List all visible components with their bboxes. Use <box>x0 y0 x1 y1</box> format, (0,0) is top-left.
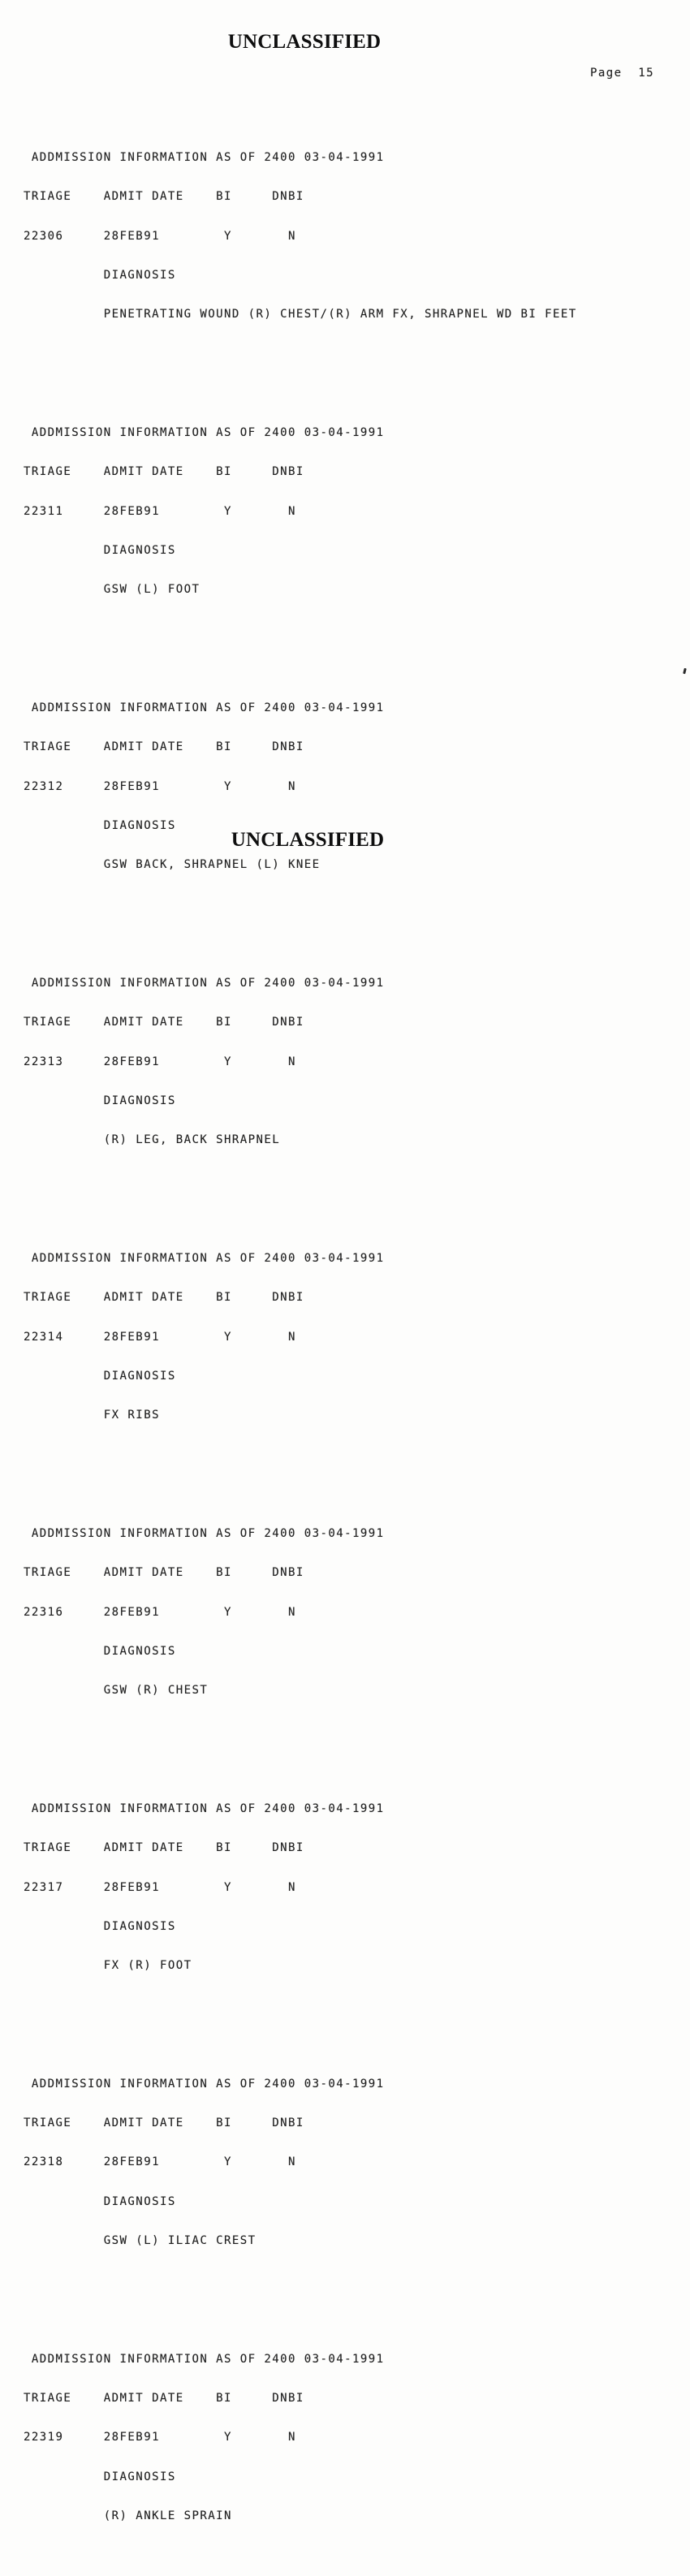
admit-date-value: 28FEB91 <box>103 1880 224 1894</box>
diagnosis-label-line <box>24 544 577 557</box>
admit-date-column-label: ADMIT DATE <box>103 1016 217 1029</box>
record-values-row <box>24 1606 577 1619</box>
record-values-row <box>24 2155 577 2168</box>
bi-value: Y <box>223 1605 289 1619</box>
diagnosis-value: GSW (R) CHEST <box>103 1684 209 1698</box>
dnbi-column-label: DNBI <box>272 1016 304 1029</box>
bi-column-label: BI <box>216 2392 273 2406</box>
bi-column-label: BI <box>216 740 273 754</box>
record-column-headers <box>24 1291 577 1304</box>
admit-date-value: 28FEB91 <box>103 1330 224 1344</box>
admission-record <box>24 2327 577 2548</box>
diagnosis-value-line <box>24 583 577 596</box>
indent <box>24 1802 32 1815</box>
dnbi-value: N <box>288 1605 296 1619</box>
diagnosis-label: DIAGNOSIS <box>103 818 176 832</box>
bi-column-label: BI <box>216 1566 273 1580</box>
diagnosis-value: FX (R) FOOT <box>103 1959 192 1973</box>
bi-value: Y <box>223 1880 289 1894</box>
diagnosis-value: (R) ANKLE SPRAIN <box>103 2509 232 2523</box>
bi-column-label: BI <box>216 1016 273 1029</box>
admit-date-column-label: ADMIT DATE <box>103 2116 217 2130</box>
record-values-row <box>24 1881 577 1894</box>
diagnosis-label-line <box>24 1645 577 1658</box>
indent <box>24 1409 104 1422</box>
diagnosis-value-line <box>24 1133 577 1146</box>
diagnosis-value-line <box>24 1959 577 1972</box>
record-column-headers <box>24 2116 577 2129</box>
admit-date-value: 28FEB91 <box>103 229 224 243</box>
indent <box>24 977 32 990</box>
dnbi-column-label: DNBI <box>272 465 304 479</box>
dnbi-value: N <box>288 1330 296 1344</box>
dnbi-column-label: DNBI <box>272 2392 304 2406</box>
admit-date-value: 28FEB91 <box>103 779 224 793</box>
admit-date-column-label: ADMIT DATE <box>103 465 217 479</box>
indent <box>24 1645 104 1658</box>
record-values-row <box>24 1055 577 1068</box>
triage-value: 22311 <box>24 504 104 518</box>
record-header-line <box>24 2353 577 2366</box>
diagnosis-label-line <box>24 2470 577 2483</box>
diagnosis-label: DIAGNOSIS <box>103 543 176 557</box>
record-header-text: ADDMISSION INFORMATION AS OF 2400 03-04-1991 <box>31 1801 385 1815</box>
diagnosis-value-line <box>24 2509 577 2522</box>
indent <box>24 701 32 714</box>
triage-value: 22316 <box>24 1605 104 1619</box>
record-header-text: ADDMISSION INFORMATION AS OF 2400 03-04-1991 <box>31 1251 385 1265</box>
admission-records-list <box>24 99 577 2576</box>
diagnosis-label: DIAGNOSIS <box>103 1919 176 1933</box>
triage-column-label: TRIAGE <box>24 2116 104 2130</box>
diagnosis-value-line <box>24 2234 577 2247</box>
bi-column-label: BI <box>216 190 273 204</box>
record-header-text: ADDMISSION INFORMATION AS OF 2400 03-04-1991 <box>31 151 385 164</box>
triage-column-label: TRIAGE <box>24 1291 104 1305</box>
diagnosis-value: GSW (L) FOOT <box>103 583 201 597</box>
bi-column-label: BI <box>216 1841 273 1855</box>
dnbi-value: N <box>288 504 296 518</box>
admission-record <box>24 951 577 1172</box>
diagnosis-label: DIAGNOSIS <box>103 1644 176 1658</box>
dnbi-column-label: DNBI <box>272 740 304 754</box>
indent <box>24 269 104 282</box>
dnbi-value: N <box>288 779 296 793</box>
bi-value: Y <box>223 2431 289 2444</box>
triage-value: 22317 <box>24 1880 104 1894</box>
indent <box>24 2353 32 2366</box>
admit-date-column-label: ADMIT DATE <box>103 1566 217 1580</box>
record-header-line <box>24 1802 577 1815</box>
indent <box>24 1133 104 1146</box>
diagnosis-label-line <box>24 1094 577 1107</box>
indent <box>24 1959 104 1972</box>
indent <box>24 858 104 871</box>
admit-date-value: 28FEB91 <box>103 2155 224 2169</box>
triage-column-label: TRIAGE <box>24 740 104 754</box>
admission-record <box>24 1776 577 1998</box>
indent <box>24 544 104 557</box>
indent <box>24 151 32 164</box>
indent <box>24 1527 32 1540</box>
dnbi-value: N <box>288 1880 296 1894</box>
indent <box>24 1252 32 1265</box>
indent <box>24 1920 104 1933</box>
dnbi-column-label: DNBI <box>272 1291 304 1305</box>
diagnosis-label-line <box>24 1920 577 1933</box>
record-header-line <box>24 151 577 164</box>
diagnosis-value-line <box>24 1684 577 1697</box>
record-column-headers <box>24 1566 577 1579</box>
bi-value: Y <box>223 2155 289 2169</box>
record-column-headers <box>24 1841 577 1854</box>
dnbi-value: N <box>288 229 296 243</box>
indent <box>24 2234 104 2247</box>
indent <box>24 2195 104 2208</box>
indent <box>24 1370 104 1383</box>
triage-value: 22319 <box>24 2431 104 2444</box>
record-header-text: ADDMISSION INFORMATION AS OF 2400 03-04-1991 <box>31 976 385 990</box>
indent <box>24 2470 104 2483</box>
record-values-row <box>24 505 577 518</box>
dnbi-value: N <box>288 1055 296 1068</box>
record-values-row <box>24 230 577 243</box>
bi-column-label: BI <box>216 465 273 479</box>
triage-value: 22312 <box>24 779 104 793</box>
record-header-line <box>24 426 577 439</box>
record-column-headers <box>24 465 577 478</box>
indent <box>24 2078 32 2091</box>
triage-value: 22318 <box>24 2155 104 2169</box>
triage-column-label: TRIAGE <box>24 2392 104 2406</box>
dnbi-column-label: DNBI <box>272 1841 304 1855</box>
bi-column-label: BI <box>216 2116 273 2130</box>
classification-banner-top: UNCLASSIFIED <box>227 31 382 53</box>
record-values-row <box>24 2431 577 2444</box>
bi-value: Y <box>223 1330 289 1344</box>
admission-record <box>24 675 577 897</box>
bi-value: Y <box>223 1055 289 1068</box>
record-column-headers <box>24 1016 577 1029</box>
triage-column-label: TRIAGE <box>24 1841 104 1855</box>
record-values-row <box>24 1331 577 1344</box>
indent <box>24 583 104 596</box>
record-column-headers <box>24 2392 577 2405</box>
admission-record <box>24 1226 577 1448</box>
dnbi-column-label: DNBI <box>272 1566 304 1580</box>
indent <box>24 426 32 439</box>
dnbi-column-label: DNBI <box>272 190 304 204</box>
admit-date-column-label: ADMIT DATE <box>103 740 217 754</box>
triage-value: 22313 <box>24 1055 104 1068</box>
dnbi-column-label: DNBI <box>272 2116 304 2130</box>
bi-value: Y <box>223 504 289 518</box>
admit-date-value: 28FEB91 <box>103 504 224 518</box>
record-column-headers <box>24 190 577 203</box>
indent <box>24 819 104 832</box>
record-header-text: ADDMISSION INFORMATION AS OF 2400 03-04-1991 <box>31 701 385 714</box>
indent <box>24 2509 104 2522</box>
scan-artifact-mark <box>683 668 686 674</box>
record-header-line <box>24 1252 577 1265</box>
bi-value: Y <box>223 779 289 793</box>
admit-date-value: 28FEB91 <box>103 2431 224 2444</box>
record-header-text: ADDMISSION INFORMATION AS OF 2400 03-04-1991 <box>31 2352 385 2366</box>
triage-column-label: TRIAGE <box>24 1566 104 1580</box>
diagnosis-label-line <box>24 269 577 282</box>
dnbi-value: N <box>288 2155 296 2169</box>
indent <box>24 1094 104 1107</box>
diagnosis-label: DIAGNOSIS <box>103 2470 176 2483</box>
bi-value: Y <box>223 229 289 243</box>
record-header-line <box>24 1527 577 1540</box>
record-header-text: ADDMISSION INFORMATION AS OF 2400 03-04-1991 <box>31 425 385 439</box>
indent <box>24 1684 104 1697</box>
diagnosis-label: DIAGNOSIS <box>103 2194 176 2208</box>
admit-date-column-label: ADMIT DATE <box>103 1291 217 1305</box>
diagnosis-value: GSW (L) ILIAC CREST <box>103 2234 257 2248</box>
diagnosis-label: DIAGNOSIS <box>103 268 176 282</box>
diagnosis-label: DIAGNOSIS <box>103 1094 176 1107</box>
diagnosis-value-line <box>24 308 577 321</box>
record-header-line <box>24 2078 577 2091</box>
indent <box>24 308 104 321</box>
record-header-text: ADDMISSION INFORMATION AS OF 2400 03-04-1991 <box>31 2077 385 2091</box>
diagnosis-value-line <box>24 1409 577 1422</box>
triage-value: 22306 <box>24 229 104 243</box>
triage-column-label: TRIAGE <box>24 1016 104 1029</box>
admission-record <box>24 400 577 622</box>
admission-record <box>24 125 577 347</box>
admit-date-value: 28FEB91 <box>103 1605 224 1619</box>
record-header-line <box>24 977 577 990</box>
diagnosis-label-line <box>24 2195 577 2208</box>
triage-column-label: TRIAGE <box>24 190 104 204</box>
admit-date-column-label: ADMIT DATE <box>103 2392 217 2406</box>
page-number: Page 15 <box>590 67 655 80</box>
bi-column-label: BI <box>216 1291 273 1305</box>
diagnosis-value: (R) LEG, BACK SHRAPNEL <box>103 1133 281 1147</box>
triage-value: 22314 <box>24 1330 104 1344</box>
admit-date-column-label: ADMIT DATE <box>103 190 217 204</box>
admit-date-column-label: ADMIT DATE <box>103 1841 217 1855</box>
diagnosis-label: DIAGNOSIS <box>103 1369 176 1383</box>
diagnosis-value: PENETRATING WOUND (R) CHEST/(R) ARM FX, SHRAPNEL WD BI FEET <box>103 308 577 321</box>
admit-date-value: 28FEB91 <box>103 1055 224 1068</box>
diagnosis-label-line <box>24 1370 577 1383</box>
diagnosis-value-line <box>24 858 577 871</box>
diagnosis-value: FX RIBS <box>103 1409 160 1422</box>
record-header-text: ADDMISSION INFORMATION AS OF 2400 03-04-1991 <box>31 1526 385 1540</box>
classification-banner-bottom: UNCLASSIFIED <box>231 829 385 851</box>
record-column-headers <box>24 740 577 753</box>
diagnosis-value: GSW BACK, SHRAPNEL (L) KNEE <box>103 858 321 872</box>
triage-column-label: TRIAGE <box>24 465 104 479</box>
record-header-line <box>24 701 577 714</box>
record-values-row <box>24 780 577 793</box>
dnbi-value: N <box>288 2431 296 2444</box>
admission-record <box>24 1501 577 1723</box>
admission-record <box>24 2052 577 2273</box>
